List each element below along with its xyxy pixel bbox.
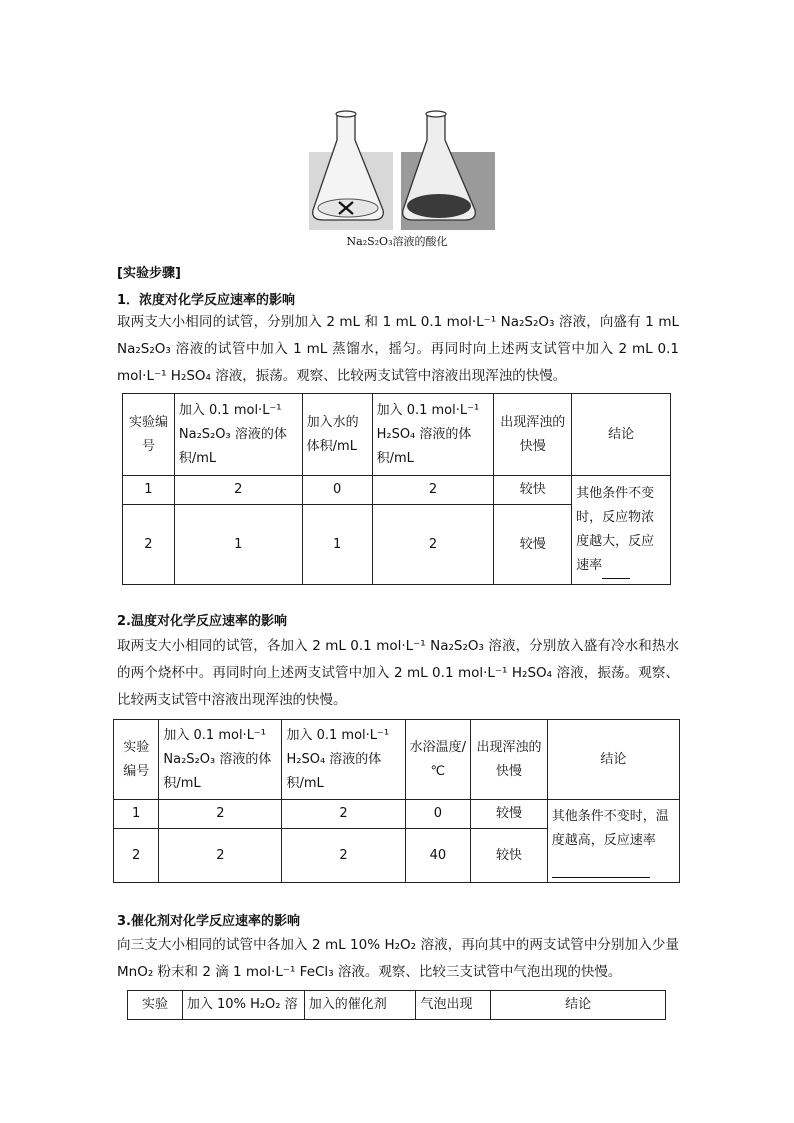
header-cell: 出现浑浊的快慢 [471,720,548,800]
catalyst-table [127,990,666,1020]
temperature-table [113,719,680,883]
part2-paragraph: 取两支大小相同的试管，各加入 2 mL 0.1 mol·L⁻¹ Na₂S₂O₃ 溶液，分别放入盛有冷水和热水的两个烧杯中。再同时向上述两支试管中加入 2 mL 0.1 mol·L⁻¹ H₂SO₄ 溶液，振荡。观察、比较两支试管中溶液出现浑浊的快慢。 [117,638,679,708]
header-cell: 实验 [128,991,183,1020]
section-label: [实验步骤] [117,266,181,281]
answer-blank[interactable] [552,853,650,878]
table-header-row [128,991,666,1020]
table-cell: 1 [114,800,159,829]
table-cell: 1 [123,476,175,505]
table-row [123,476,671,505]
table-cell: 2 [372,505,494,585]
part3-heading: 3.催化剂对化学反应速率的影响 [117,914,300,929]
table-cell: 较慢 [494,505,572,585]
header-cell: 实验编号 [123,394,175,476]
table-cell: 较快 [494,476,572,505]
table-cell: 1 [174,505,302,585]
table-cell: 2 [174,476,302,505]
conclusion-cell [572,476,671,585]
table-cell: 2 [123,505,175,585]
conclusion-text: 其他条件不变时，温度越高，反应速率 [551,808,669,848]
figure-caption: Na₂S₂O₃溶液的酸化 [346,235,448,248]
table-cell: 2 [114,829,159,883]
concentration-table [122,393,671,585]
header-cell: 加入 0.1 mol·L⁻¹ H₂SO₄ 溶液的体积/mL [282,720,405,800]
header-cell: 加入水的体积/mL [302,394,372,476]
part2-heading: 2.温度对化学反应速率的影响 [117,614,287,629]
header-cell: 加入 0.1 mol·L⁻¹ Na₂S₂O₃ 溶液的体积/mL [174,394,302,476]
table-cell: 2 [372,476,494,505]
table-cell: 2 [282,829,405,883]
header-cell: 结论 [547,720,679,800]
table-cell: 较慢 [471,800,548,829]
table-row [114,800,680,829]
table-cell: 40 [405,829,471,883]
table-cell: 较快 [471,829,548,883]
table-cell: 0 [302,476,372,505]
header-cell: 气泡出现 [416,991,491,1020]
table-cell: 2 [282,800,405,829]
table-cell: 2 [159,800,282,829]
header-cell: 结论 [572,394,671,476]
table-cell: 0 [405,800,471,829]
part1-paragraph: 取两支大小相同的试管，分别加入 2 mL 和 1 mL 0.1 mol·L⁻¹ Na₂S₂O₃ 溶液，向盛有 1 mL Na₂S₂O₃ 溶液的试管中加入 1 mL 蒸馏水，摇匀。再同时向上述两支试管中加入 2 mL 0.1 mol·L⁻¹ H₂SO₄ 溶液，振荡。观察、比较两支试管中溶液出现浑浊的快慢。 [117,314,679,384]
answer-blank[interactable] [602,554,630,579]
header-cell: 加入的催化剂 [304,991,416,1020]
part1-heading: 1．浓度对化学反应速率的影响 [117,293,296,308]
header-cell: 加入 0.1 mol·L⁻¹ Na₂S₂O₃ 溶液的体积/mL [159,720,282,800]
header-cell: 加入 0.1 mol·L⁻¹ H₂SO₄ 溶液的体积/mL [372,394,494,476]
header-cell: 实验编号 [114,720,159,800]
header-cell: 出现浑浊的快慢 [494,394,572,476]
table-cell: 2 [159,829,282,883]
conclusion-cell [547,800,679,883]
header-cell: 水浴温度/℃ [405,720,471,800]
table-header-row [114,720,680,800]
table-header-row [123,394,671,476]
header-cell: 加入 10% H₂O₂ 溶 [182,991,304,1020]
conclusion-text: 其他条件不变时，反应物浓度越大，反应速率 [576,485,655,573]
flask-photo [309,110,495,230]
header-cell: 结论 [491,991,666,1020]
part3-paragraph: 向三支大小相同的试管中各加入 2 mL 10% H₂O₂ 溶液，再向其中的两支试管中分别加入少量 MnO₂ 粉末和 2 滴 1 mol·L⁻¹ FeCl₃ 溶液。观察、比较三支试管中气泡出现的快慢。 [117,937,679,980]
table-cell: 1 [302,505,372,585]
